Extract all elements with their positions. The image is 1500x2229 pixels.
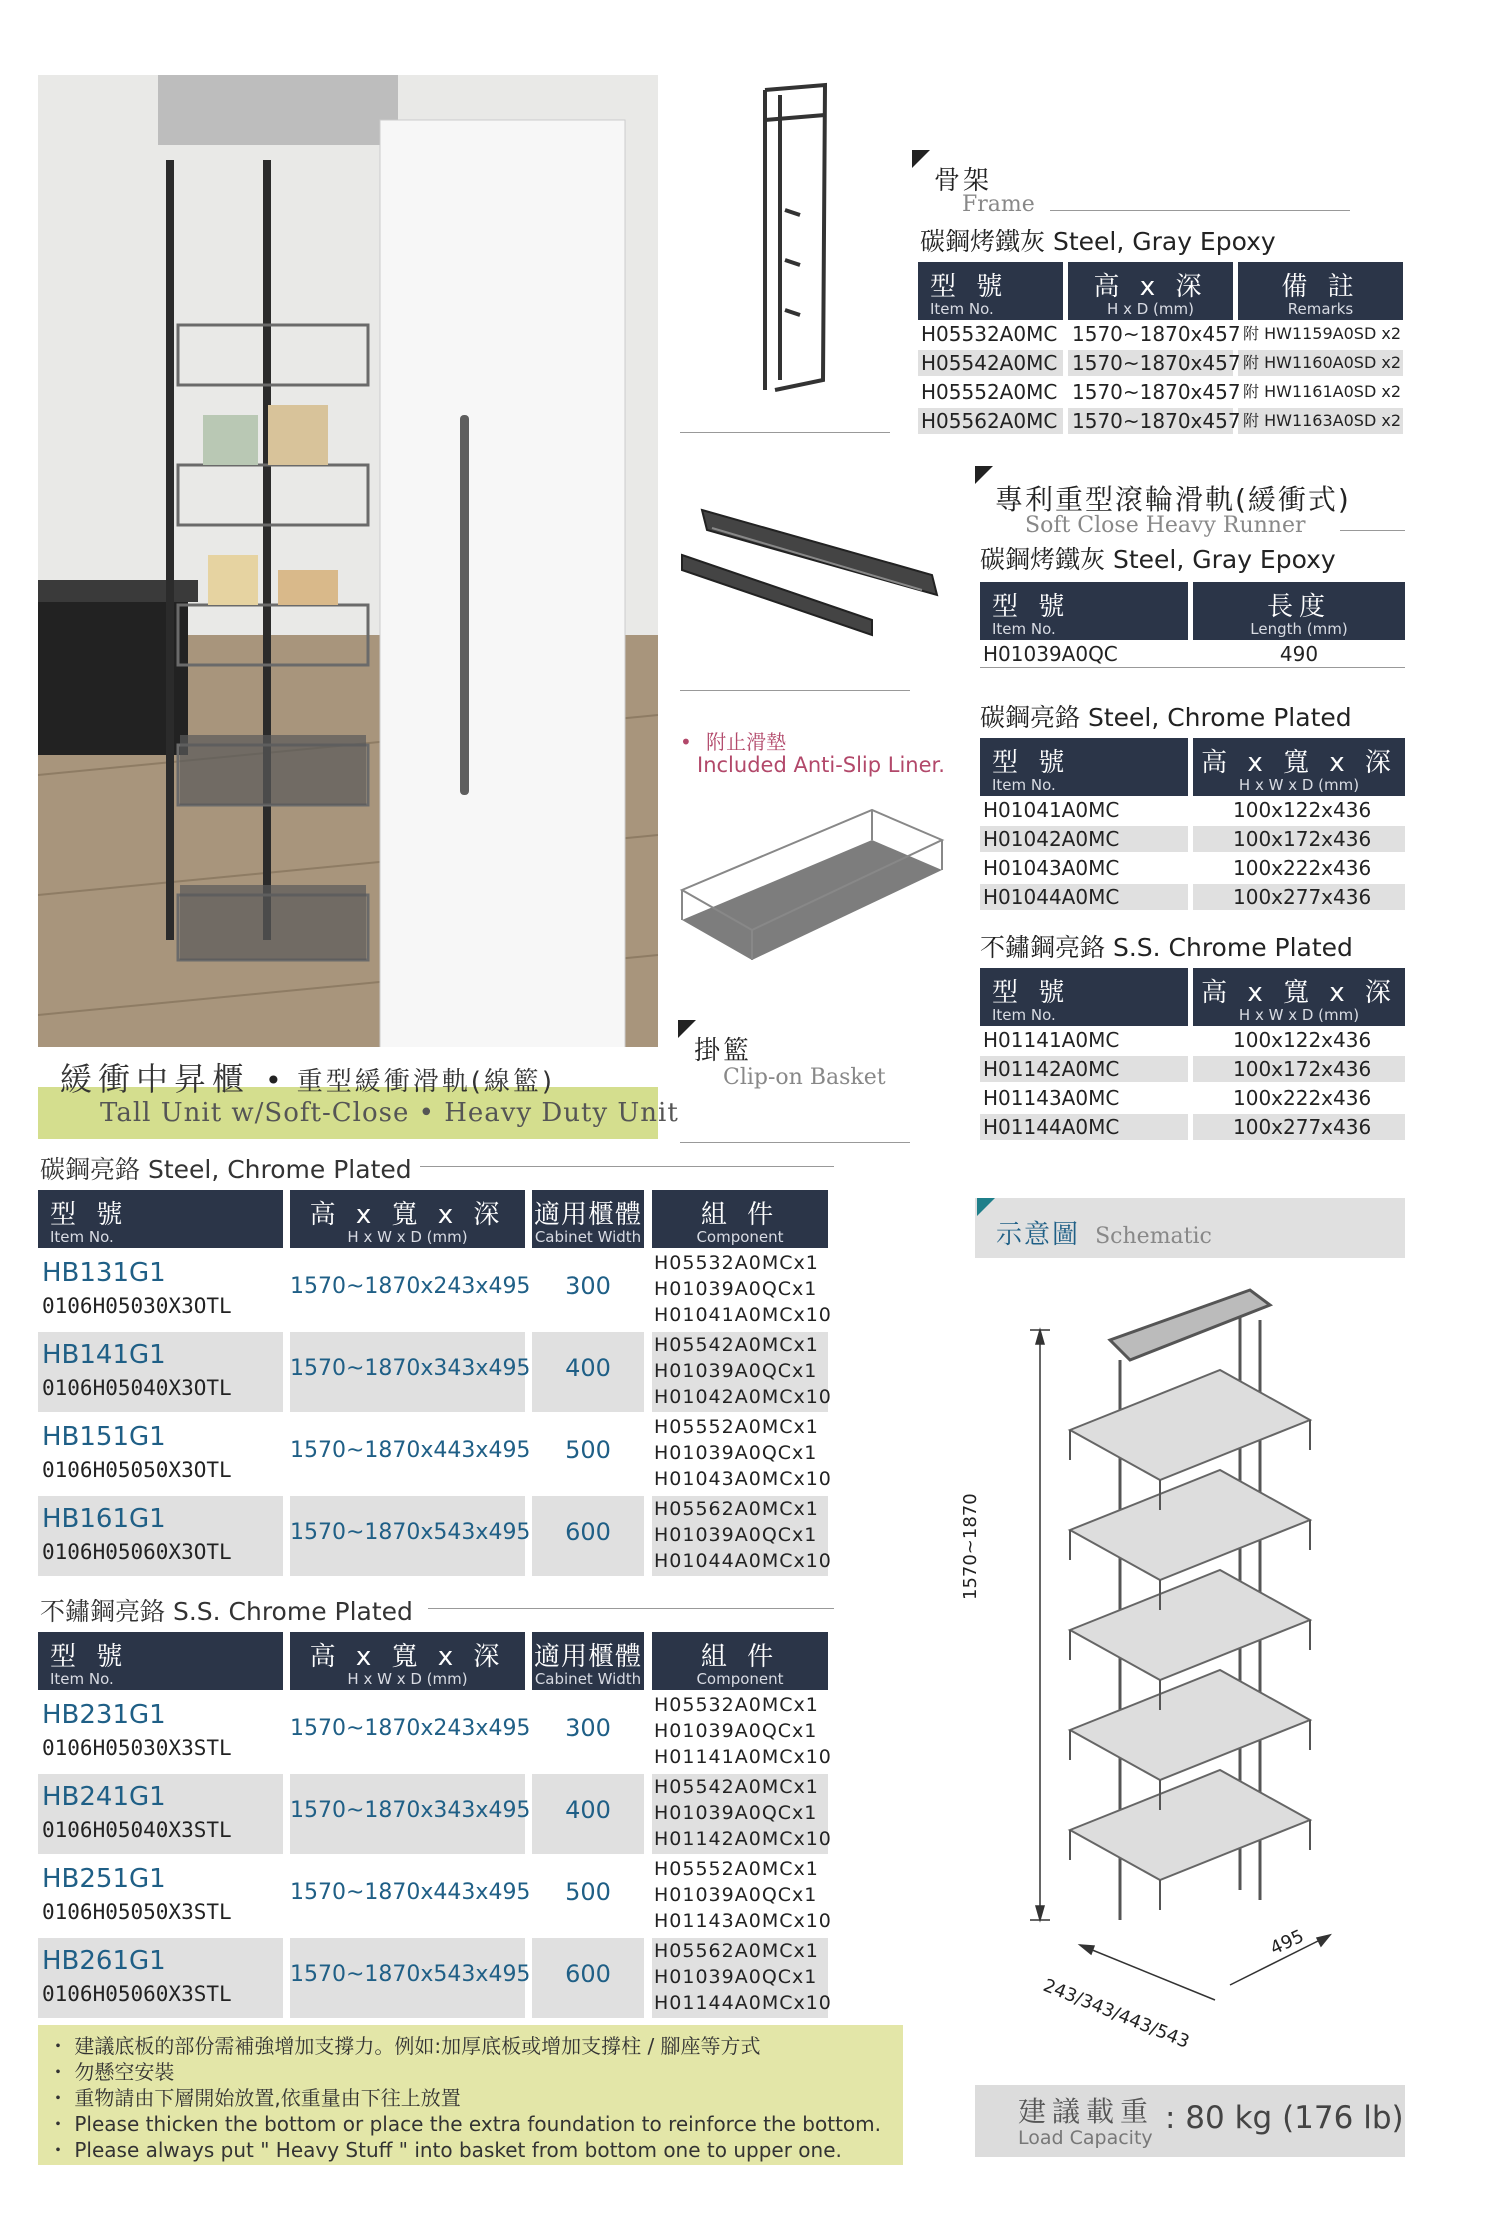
table-ss-material: 不鏽鋼亮鉻 S.S. Chrome Plated <box>40 1597 413 1626</box>
product-model: HB131G1 <box>42 1258 166 1288</box>
product-dims: 1570~1870x443x495 <box>290 1438 531 1463</box>
hero-bullet: • <box>265 1064 282 1097</box>
table-steel-material: 碳鋼亮鉻 Steel, Chrome Plated <box>40 1155 412 1184</box>
cabinet-width: 300 <box>565 1272 611 1300</box>
component-list: H05542A0MCx1 H01039A0QCx1 H01142A0MCx10 <box>654 1776 832 1850</box>
product-model: HB231G1 <box>42 1700 166 1730</box>
product-model: HB241G1 <box>42 1782 166 1812</box>
table-row <box>38 1250 832 1330</box>
frame-row: H05552A0MC 1570~1870x457 附 HW1161A0SD x2 <box>921 380 1401 404</box>
frame-header-remarks: 備 註 Remarks <box>1238 262 1403 320</box>
frame-title-line <box>1050 210 1350 211</box>
product-code: 0106H05060X3OTL <box>42 1540 232 1564</box>
chrome-steel-header-dims: 高 x 寬 x 深 H x W x D (mm) <box>1193 738 1405 796</box>
hero-title-zh: 緩衝中昇櫃 <box>60 1060 251 1098</box>
table-steel-line <box>420 1166 834 1167</box>
frame-title-zh: 骨架 <box>934 166 993 196</box>
cabinet-width: 600 <box>565 1518 611 1546</box>
product-code: 0106H05050X3OTL <box>42 1458 232 1482</box>
ss-chrome-row: H01141A0MC 100x122x436 <box>983 1028 1372 1052</box>
frame-row: H05542A0MC 1570~1870x457 附 HW1160A0SD x2 <box>918 349 1403 377</box>
product-dims: 1570~1870x543x495 <box>290 1962 531 1987</box>
product-code: 0106H05040X3STL <box>42 1818 232 1842</box>
product-dims: 1570~1870x243x495 <box>290 1274 531 1299</box>
frame-row: H05562A0MC 1570~1870x457 附 HW1163A0SD x2 <box>918 407 1403 435</box>
ss-header-component: 組 件 Component <box>652 1632 828 1690</box>
frame-illustration <box>745 80 835 400</box>
frame-row: H05532A0MC 1570~1870x457 附 HW1159A0SD x2 <box>921 322 1401 346</box>
table-row <box>38 1496 832 1576</box>
ss-chrome-row: H01142A0MC 100x172x436 <box>980 1055 1405 1083</box>
ss-chrome-header-item: 型 號 Item No. <box>980 968 1188 1026</box>
runner-material: 碳鋼烤鐵灰 Steel, Gray Epoxy <box>980 545 1336 574</box>
steel-header-item: 型 號 Item No. <box>38 1190 283 1248</box>
cabinet-width: 500 <box>565 1436 611 1464</box>
runner-title-en: Soft Close Heavy Runner <box>1025 513 1306 538</box>
schematic-title: 示意圖 Schematic <box>996 1220 1212 1250</box>
product-model: HB251G1 <box>42 1864 166 1894</box>
product-code: 0106H05050X3STL <box>42 1900 232 1924</box>
basket-divider <box>680 1142 910 1143</box>
component-list: H05532A0MCx1 H01039A0QCx1 H01141A0MCx10 <box>654 1694 832 1768</box>
product-code: 0106H05030X3OTL <box>42 1294 232 1318</box>
cabinet-width: 400 <box>565 1796 611 1824</box>
product-model: HB151G1 <box>42 1422 166 1452</box>
table-row <box>38 1692 832 1772</box>
note-item: ・ Please always put " Heavy Stuff " into basket from bottom one to upper one. <box>48 2138 842 2162</box>
chrome-steel-row: H01042A0MC 100x172x436 <box>980 825 1405 853</box>
component-list: H05562A0MCx1 H01039A0QCx1 H01144A0MCx10 <box>654 1940 832 2014</box>
load-label-en: Load Capacity <box>1018 2127 1153 2149</box>
ss-chrome-material: 不鏽鋼亮鉻 S.S. Chrome Plated <box>980 933 1353 962</box>
steel-header-component: 組 件 Component <box>652 1190 828 1248</box>
notes-box <box>38 2025 903 2165</box>
steel-header-dims: 高 x 寬 x 深 H x W x D (mm) <box>290 1190 525 1248</box>
product-model: HB261G1 <box>42 1946 166 1976</box>
schematic-dim-depth: 495 <box>1267 1925 1308 1960</box>
product-dims: 1570~1870x243x495 <box>290 1716 531 1741</box>
chrome-steel-row: H01043A0MC 100x222x436 <box>983 856 1372 880</box>
table-row <box>38 1938 832 2018</box>
basket-title-en: Clip-on Basket <box>723 1065 886 1090</box>
cabinet-width: 300 <box>565 1714 611 1742</box>
note-item: ・ 重物請由下層開始放置,依重量由下往上放置 <box>48 2086 461 2110</box>
frame-material: 碳鋼烤鐵灰 Steel, Gray Epoxy <box>920 227 1276 256</box>
component-list: H05542A0MCx1 H01039A0QCx1 H01042A0MCx10 <box>654 1334 832 1408</box>
schematic-dim-width: 243/343/443/543 <box>1040 1975 1193 2053</box>
table-row <box>38 1332 832 1412</box>
hero-photo <box>38 75 658 1055</box>
table-row <box>38 1414 832 1494</box>
ss-header-dims: 高 x 寬 x 深 H x W x D (mm) <box>290 1632 525 1690</box>
frame-header-dims: 高 x 深 H x D (mm) <box>1068 262 1233 320</box>
load-label-zh: 建議載重 <box>1018 2095 1155 2128</box>
pantry-cabinet-illustration <box>38 75 658 1055</box>
basket-title-zh: 掛籃 <box>694 1036 753 1066</box>
runner-header-length: 長度 Length (mm) <box>1193 582 1405 640</box>
frame-title-en: Frame <box>962 192 1035 217</box>
hero-title-en: Tall Unit w/Soft-Close • Heavy Duty Unit <box>100 1098 679 1128</box>
table-row <box>38 1856 832 1936</box>
product-dims: 1570~1870x543x495 <box>290 1520 531 1545</box>
cabinet-width: 400 <box>565 1354 611 1382</box>
component-list: H05532A0MCx1 H01039A0QCx1 H01041A0MCx10 <box>654 1252 832 1326</box>
product-code: 0106H05030X3STL <box>42 1736 232 1760</box>
liner-note-en: Included Anti-Slip Liner. <box>697 753 945 777</box>
chrome-steel-material: 碳鋼亮鉻 Steel, Chrome Plated <box>980 703 1352 732</box>
chrome-steel-row: H01041A0MC 100x122x436 <box>983 798 1372 822</box>
component-list: H05562A0MCx1 H01039A0QCx1 H01044A0MCx10 <box>654 1498 832 1572</box>
hero-subtitle-zh: 重型緩衝滑軌(線籃) <box>296 1067 556 1097</box>
product-dims: 1570~1870x343x495 <box>290 1798 531 1823</box>
steel-header-width: 適用櫃體 Cabinet Width <box>532 1190 644 1248</box>
frame-divider <box>680 432 890 433</box>
note-item: ・ 勿懸空安裝 <box>48 2060 175 2084</box>
product-dims: 1570~1870x343x495 <box>290 1356 531 1381</box>
runner-marker-icon <box>975 466 993 484</box>
ss-header-width: 適用櫃體 Cabinet Width <box>532 1632 644 1690</box>
frame-header-item: 型 號 Item No. <box>918 262 1063 320</box>
component-list: H05552A0MCx1 H01039A0QCx1 H01043A0MCx10 <box>654 1416 832 1490</box>
schematic-marker-icon <box>977 1198 995 1216</box>
basket-illustration <box>672 800 957 1000</box>
ss-chrome-header-dims: 高 x 寬 x 深 H x W x D (mm) <box>1193 968 1405 1026</box>
load-value: : 80 kg (176 lb) <box>1165 2100 1404 2136</box>
runner-illustration <box>672 500 952 650</box>
product-code: 0106H05060X3STL <box>42 1982 232 2006</box>
runner-title-zh: 專利重型滾輪滑軌(緩衝式) <box>995 483 1351 516</box>
hero-title-row <box>60 1054 555 1100</box>
chrome-steel-header-item: 型 號 Item No. <box>980 738 1188 796</box>
ss-header-item: 型 號 Item No. <box>38 1632 283 1690</box>
product-code: 0106H05040X3OTL <box>42 1376 232 1400</box>
liner-note: • 附止滑墊 <box>680 730 787 754</box>
runner-row: H01039A0QC 490 <box>980 640 1405 668</box>
frame-marker-icon <box>912 150 930 168</box>
table-row <box>38 1774 832 1854</box>
note-item: ・ Please thicken the bottom or place the extra foundation to reinforce the bottom. <box>48 2112 881 2136</box>
chrome-steel-row: H01044A0MC 100x277x436 <box>980 883 1405 911</box>
cabinet-width: 500 <box>565 1878 611 1906</box>
ss-chrome-row: H01143A0MC 100x222x436 <box>983 1086 1372 1110</box>
runner-title-line <box>1340 530 1405 531</box>
runner-header-item: 型 號 Item No. <box>980 582 1188 640</box>
component-list: H05552A0MCx1 H01039A0QCx1 H01143A0MCx10 <box>654 1858 832 1932</box>
schematic-drawing <box>1000 1280 1400 2020</box>
table-ss-line <box>428 1608 834 1609</box>
product-model: HB161G1 <box>42 1504 166 1534</box>
cabinet-width: 600 <box>565 1960 611 1988</box>
schematic-dim-height: 1570~1870 <box>960 1493 981 1600</box>
ss-chrome-row: H01144A0MC 100x277x436 <box>980 1113 1405 1141</box>
runner-divider <box>680 690 910 691</box>
product-model: HB141G1 <box>42 1340 166 1370</box>
product-dims: 1570~1870x443x495 <box>290 1880 531 1905</box>
note-item: ・ 建議底板的部份需補強增加支撐力。例如:加厚底板或增加支撐柱 / 腳座等方式 <box>48 2034 761 2058</box>
